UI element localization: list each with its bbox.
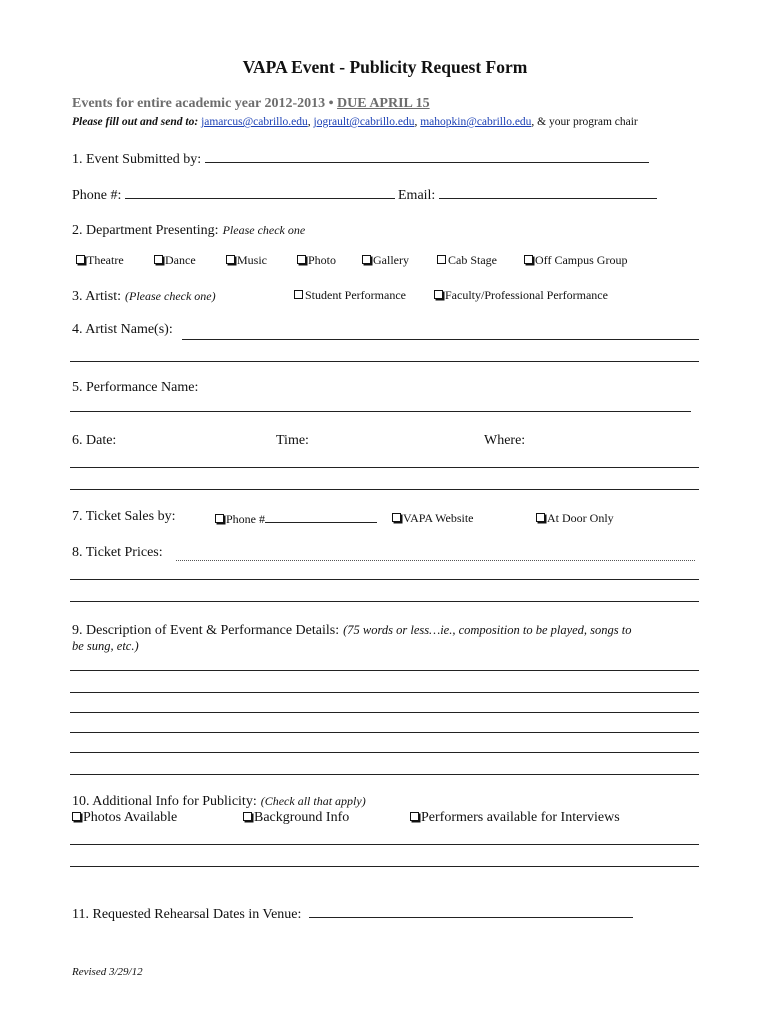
option-label: Cab Stage (448, 253, 497, 267)
additional-info-note: (Check all that apply) (260, 794, 366, 808)
ticket-phone-field[interactable] (265, 511, 377, 523)
phone-row (72, 185, 395, 204)
date-time-where-field-2[interactable] (70, 489, 699, 490)
rehearsal-field[interactable] (309, 904, 633, 918)
description-note: (75 words or less…ie., composition to be played, songs to (343, 623, 632, 637)
description-line[interactable] (70, 752, 699, 753)
checkbox-icon[interactable] (524, 255, 533, 264)
send-to-suffix: , & your program chair (531, 116, 638, 128)
additional-info-line[interactable] (70, 866, 699, 867)
description-line[interactable] (70, 774, 699, 775)
artist-names-label: 4. Artist Name(s): (72, 322, 173, 337)
publicity-option-photos[interactable] (72, 810, 177, 826)
option-label: Student Performance (305, 288, 406, 302)
option-label: Theatre (87, 253, 124, 267)
option-label: Off Campus Group (535, 253, 628, 267)
description-line[interactable] (70, 732, 699, 733)
option-label: Photo (308, 253, 337, 267)
checkbox-icon[interactable] (392, 513, 401, 522)
checkbox-icon[interactable] (362, 255, 371, 264)
ticket-sales-label: 7. Ticket Sales by: (72, 509, 176, 524)
additional-info-row (72, 792, 366, 810)
department-label: 2. Department Presenting: (72, 223, 219, 238)
checkbox-icon[interactable] (297, 255, 306, 264)
description-line[interactable] (70, 692, 699, 693)
email-link-jamarcus[interactable]: jamarcus@cabrillo.edu (201, 116, 308, 128)
due-date: DUE APRIL 15 (337, 96, 430, 111)
artist-type-label: 3. Artist: (72, 289, 122, 304)
checkbox-icon[interactable] (437, 255, 446, 264)
option-label: Faculty/Professional Performance (445, 288, 608, 302)
option-label: VAPA Website (403, 511, 474, 525)
performance-name-field[interactable] (70, 411, 691, 412)
description-line[interactable] (70, 670, 699, 671)
ticket-option-phone[interactable] (215, 511, 377, 527)
checkbox-icon[interactable] (410, 812, 419, 821)
performance-name-label: 5. Performance Name: (72, 380, 199, 395)
checkbox-icon[interactable] (243, 812, 252, 821)
checkbox-icon[interactable] (76, 255, 85, 264)
checkbox-icon[interactable] (72, 812, 81, 821)
description-note-continued: be sung, etc.) (72, 639, 139, 653)
ticket-option-door[interactable] (536, 511, 614, 526)
option-label: Background Info (254, 810, 350, 825)
page-title: VAPA Event - Publicity Request Form (242, 57, 528, 77)
event-submitted-label: 1. Event Submitted by: (72, 152, 202, 167)
dept-option-dance[interactable] (154, 253, 196, 268)
time-label: Time: (276, 433, 309, 448)
rehearsal-row (72, 904, 633, 923)
ticket-prices-label: 8. Ticket Prices: (72, 545, 163, 560)
artist-type-row (72, 287, 216, 305)
checkbox-icon[interactable] (294, 290, 303, 299)
checkbox-icon[interactable] (536, 513, 545, 522)
phone-field[interactable] (125, 185, 395, 199)
publicity-option-interviews[interactable] (410, 810, 620, 826)
checkbox-icon[interactable] (154, 255, 163, 264)
send-to-lead: Please fill out and send to: (72, 116, 199, 128)
option-label: Music (237, 253, 267, 267)
dept-option-music[interactable] (226, 253, 267, 268)
ticket-option-website[interactable] (392, 511, 474, 526)
ticket-prices-field[interactable] (176, 560, 695, 561)
artist-names-field-2[interactable] (70, 361, 699, 362)
artist-option-faculty[interactable] (434, 288, 608, 303)
description-row (72, 621, 632, 639)
ticket-prices-field-2[interactable] (70, 579, 699, 580)
artist-names-field[interactable] (182, 339, 699, 340)
dept-option-off-campus[interactable] (524, 253, 627, 268)
publicity-option-background[interactable] (243, 810, 349, 826)
option-label: At Door Only (547, 511, 614, 525)
option-label: Gallery (373, 253, 409, 267)
option-label: Dance (165, 253, 196, 267)
dept-option-photo[interactable] (297, 253, 336, 268)
revision-footer: Revised 3/29/12 (72, 966, 143, 978)
checkbox-icon[interactable] (434, 290, 443, 299)
checkbox-icon[interactable] (215, 514, 224, 523)
additional-info-label: 10. Additional Info for Publicity: (72, 794, 257, 809)
date-label: 6. Date: (72, 433, 117, 448)
option-label: Performers available for Interviews (421, 810, 620, 825)
email-row (398, 185, 657, 204)
send-to-line: Please fill out and send to: jamarcus@cabrillo.edu, jograult@cabrillo.edu, mahopkin@cabrillo.edu, & your program chair (72, 116, 638, 128)
phone-label: Phone #: (72, 188, 122, 203)
artist-option-student[interactable] (294, 288, 406, 303)
dept-option-cab-stage[interactable] (437, 253, 497, 268)
artist-type-note: (Please check one) (125, 289, 216, 303)
bullet: • (328, 96, 334, 111)
option-label: Phone # (226, 512, 265, 526)
email-link-mahopkin[interactable]: mahopkin@cabrillo.edu (420, 116, 532, 128)
event-submitted-field[interactable] (205, 149, 649, 163)
ticket-prices-field-3[interactable] (70, 601, 699, 602)
option-label: Photos Available (83, 810, 178, 825)
events-text: Events for entire academic year 2012-2013 (72, 96, 326, 111)
dept-option-theatre[interactable] (76, 253, 124, 268)
email-field[interactable] (439, 185, 657, 199)
additional-info-line[interactable] (70, 844, 699, 845)
email-label: Email: (398, 188, 436, 203)
description-line[interactable] (70, 712, 699, 713)
email-link-jograult[interactable]: jograult@cabrillo.edu (313, 116, 415, 128)
checkbox-icon[interactable] (226, 255, 235, 264)
department-row (72, 221, 305, 239)
dept-option-gallery[interactable] (362, 253, 409, 268)
where-label: Where: (484, 433, 526, 448)
description-label: 9. Description of Event & Performance Details: (72, 623, 340, 638)
academic-year-subheading (72, 96, 430, 112)
rehearsal-label: 11. Requested Rehearsal Dates in Venue: (72, 907, 302, 922)
event-submitted-row (72, 149, 649, 168)
date-time-where-field[interactable] (70, 467, 699, 468)
department-note: Please check one (222, 223, 306, 237)
